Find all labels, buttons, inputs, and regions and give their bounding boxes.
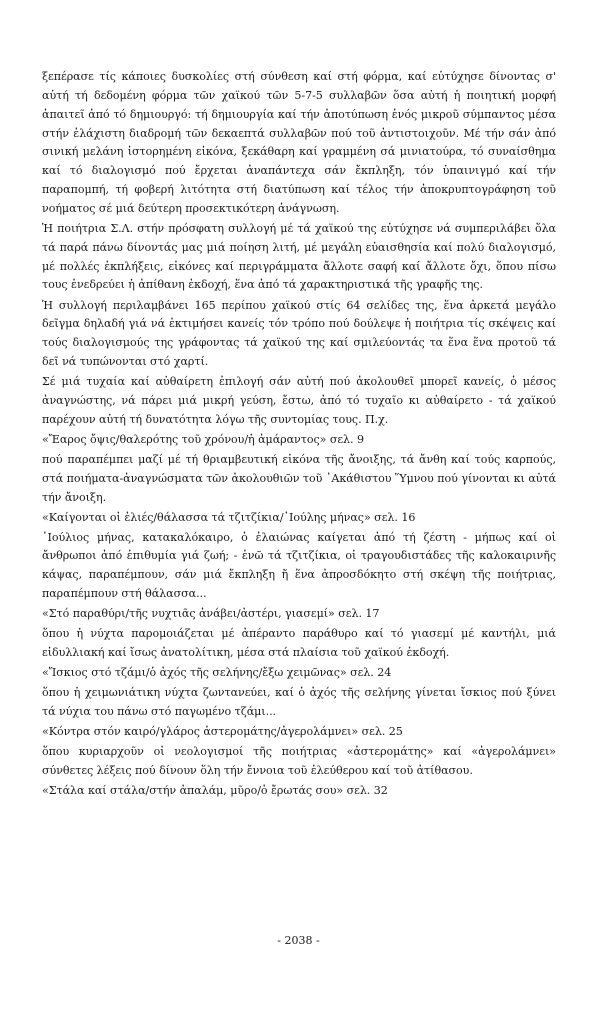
paragraph: Ἡ ποιήτρια Σ.Λ. στήν πρόσφατη συλλογή μέ τά χαϊκού της εὐτύχησε νά συμπεριλάβει ὅλα τά παρά πάνω δίνοντάς μας μιά ποίηση λιτή, μέ μεγάλη εὐαισθησία καί πολύ διαλογισμό, μέ πολλές ἐκπλήξεις, εἰκόνες καί περιγράμματα ἄλλοτε σαφή καί ἄλλοτε ὄχι, ὅπου πίσω τους ἐνεδρεύει ἡ ἀπίθανη ἐκδοχή, ἕνα ἀπό τά χαρακτηριστικά τῆς γραφῆς της. xyxy=(42,221,556,292)
paragraph: ὅπου ἡ νύχτα παρομοιάζεται μέ ἀπέραντο παράθυρο καί τό γιασεμί μέ καντήλι, μιά εἰδυλλιακή καί ἴσως ἀνατολίτικη, μέσα στά πλαίσια τοῦ χαϊκού ἐκδοχή. xyxy=(42,627,556,659)
haiku-quote: «Καίγονται οἱ ἐλιές/θάλασσα τά τζιτζίκια/᾿Ιούλης μήνας» σελ. 16 xyxy=(42,510,416,524)
haiku-quote: «Ἔαρος ὄψις/θαλερότης τοῦ χρόνου/ἡ ἀμάραντος» σελ. 9 xyxy=(42,432,365,446)
page-number: - 2038 - xyxy=(277,934,320,947)
paragraph: ᾿Ιούλιος μήνας, κατακαλόκαιρο, ὁ ἐλαιώνας καίγεται ἀπό τή ζέστη - μήπως καί οἱ ἄνθρωποι ἀπό ἐπιθυμία γιά ζωή; - ἐνῶ τά τζιτζίκια, οἱ τραγουδιστάδες τῆς καλοκαιρινῆς κάψας, παραπέμπουν, σάν μιά ἔκπληξη ἤ ἕνα ἀπροσδόκητο στή σκέψη τῆς ποιήτριας, παραπέμπουν στή θάλασσα... xyxy=(42,530,556,601)
paragraph: ξεπέρασε τίς κάποιες δυσκολίες στή σύνθεση καί στή φόρμα, καί εὐτύχησε δίνοντας σ' αὐτή τή δεδομένη φόρμα τῶν χαϊκού τῶν 5-7-5 συλλαβῶν ὅσα αὐτή ἡ ποιητική μορφή ἀπαιτεῖ ἀπό τό δημιουργό: τή δημιουργία καί τήν ἀποτύπωση ἑνός μικροῦ σύμπαντος μέσα στήν ἐλάχιστη διαδρομή τῶν δεκαεπτά συλλαβῶν πού τοῦ ἀντιστοιχοῦν. Μέ τήν σάν ἀπό σινική μελάνη ἱστορημένη εἰκόνα, ξεκάθαρη καί γραμμένη σά μινιατούρα, τό συναίσθημα καί τό διαλογισμό πού ἔρχεται ἀναπάντεχα σάν ἔκπληξη, τόν ὑπαινιγμό καί τήν παραπομπή, τή φοβερή λιτότητα στή διατύπωση καί τέλος τήν ἀποκρυπτογράφηση τοῦ νοήματος σέ μιά δεύτερη προσεκτικότερη ἀνάγνωση. xyxy=(42,70,556,215)
haiku-quote: «Ἴσκιος στό τζάμι/ὁ ἀχός τῆς σελήνης/ἔξω χειμῶνας» σελ. 24 xyxy=(42,666,392,680)
haiku-quote: «Κόντρα στόν καιρό/γλάρος ἀστερομάτης/ἀγερολάμνει» σελ. 25 xyxy=(42,724,403,738)
paragraph: ὅπου ἡ χειμωνιάτικη νύχτα ζωντανεύει, καί ὁ ἀχός τῆς σελήνης γίνεται ἴσκιος πού ξύνει τά νύχια του πάνω στό παγωμένο τζάμι... xyxy=(42,686,556,718)
body-text xyxy=(42,68,556,801)
paragraph: Σέ μιά τυχαία καί αὐθαίρετη ἐπιλογή σάν αὐτή πού ἀκολουθεῖ μπορεῖ κανείς, ὁ μέσος ἀναγνώστης, νά πάρει μιά μικρή γεύση, ἔστω, ἀπό τό τυχαῖο κι αὐθαίρετο - τά χαϊκού παρέχουν αὐτή τή δυνατότητα λόγω τῆς συντομίας τους. Π.χ. xyxy=(42,375,556,426)
paragraph: πού παραπέμπει μαζί μέ τή θριαμβευτική εἰκόνα τῆς ἄνοιξης, τά ἄνθη καί τούς καρπούς, στά ποιήματα-ἀναγνώσματα τῶν ἀκολουθιῶν τοῦ ᾿Ακάθιστου Ὕμνου πού γίνονται κι αὐτά τήν ἄνοιξη. xyxy=(42,452,556,504)
haiku-quote: «Στάλα καί στάλα/στήν ἀπαλάμ, μῦρο/ὁ ἔρωτάς σου» σελ. 32 xyxy=(42,783,388,797)
haiku-quote: «Στό παραθύρι/τῆς νυχτιᾶς ἀνάβει/ἀστέρι, γιασεμί» σελ. 17 xyxy=(42,607,380,621)
paragraph: ὅπου κυριαρχοῦν οἱ νεολογισμοί τῆς ποιήτριας «ἀστερομάτης» καί «ἀγερολάμνει» σύνθετες λέξεις πού δίνουν ὅλη τήν ἔννοια τοῦ ἐλεύθερου καί τοῦ ἀτίθασου. xyxy=(42,744,556,777)
paragraph: Ἡ συλλογή περιλαμβάνει 165 περίπου χαϊκού στίς 64 σελίδες της, ἕνα ἀρκετά μεγάλο δεῖγμα δηλαδή γιά νά ἐκτιμήσει κανείς τόν τρόπο πού δούλεψε ἡ ποιήτρια τίς σκέψεις καί τούς διαλογισμούς της γράφοντας τά χαϊκού της καί σμιλεύοντάς τα ἕνα ἕνα προτοῦ τά δεῖ νά τυπώνονται στό χαρτί. xyxy=(42,298,556,369)
